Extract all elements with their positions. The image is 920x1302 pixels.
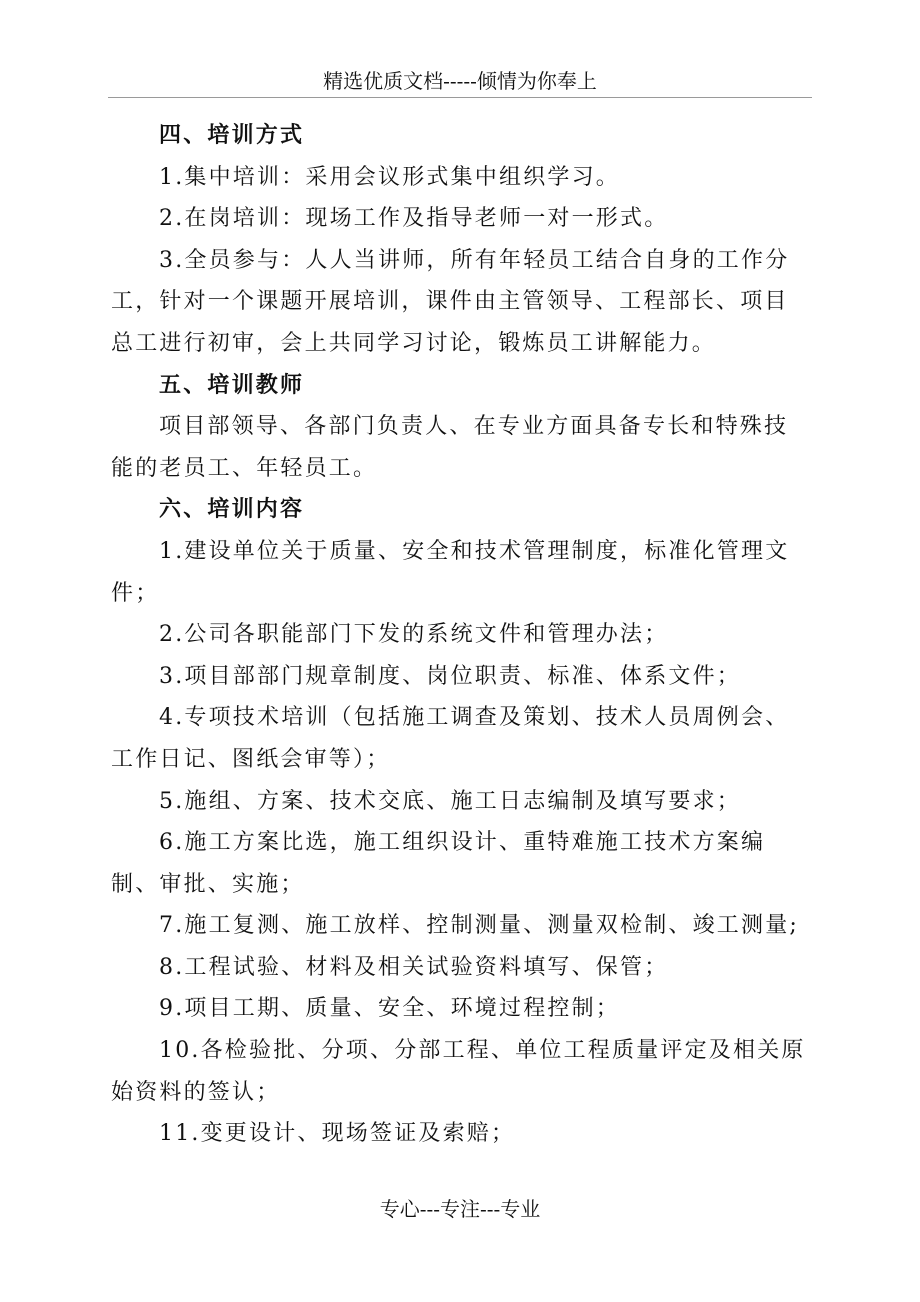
- content-item-2: 2.公司各职能部门下发的系统文件和管理办法；: [159, 622, 669, 648]
- paragraph-centralized-training: 1.集中培训：采用会议形式集中组织学习。: [159, 164, 620, 190]
- paragraph-teachers: 项目部领导、各部门负责人、在专业方面具备专长和特殊技能的老员工、年轻员工。: [111, 414, 789, 481]
- content-item-3: 3.项目部部门规章制度、岗位职责、标准、体系文件；: [159, 663, 741, 689]
- content-item-10: 10.各检验批、分项、分部工程、单位工程质量评定及相关原始资料的签认；: [111, 1038, 806, 1105]
- section-heading-training-teachers: 五、培训教师: [159, 371, 305, 398]
- content-item-5: 5.施组、方案、技术交底、施工日志编制及填写要求；: [159, 788, 741, 814]
- header-divider: [108, 97, 812, 98]
- document-body: [111, 115, 809, 1155]
- content-item-7: 7.施工复测、施工放样、控制测量、测量双检制、竣工测量;: [159, 913, 800, 939]
- paragraph-onsite-training: 2.在岗培训：现场工作及指导老师一对一形式。: [159, 206, 669, 232]
- page-header: 精选优质文档-----倾情为你奉上: [323, 69, 597, 93]
- content-item-8: 8.工程试验、材料及相关试验资料填写、保管；: [159, 954, 669, 980]
- section-heading-training-method: 四、培训方式: [159, 122, 305, 148]
- page-footer: 专心---专注---专业: [379, 1197, 541, 1221]
- content-item-4: 4.专项技术培训（包括施工调查及策划、技术人员周例会、工作日记、图纸会审等）；: [111, 705, 790, 772]
- section-heading-training-content: 六、培训内容: [159, 496, 305, 523]
- content-item-9: 9.项目工期、质量、安全、环境过程控制；: [159, 996, 620, 1022]
- content-item-11: 11.变更设计、现场签证及索赔；: [159, 1121, 516, 1147]
- paragraph-full-participation: 3.全员参与：人人当讲师，所有年轻员工结合自身的工作分工，针对一个课题开展培训，课件由主管领导、工程部长、项目总工进行初审，会上共同学习讨论，锻炼员工讲解能力。: [111, 247, 790, 356]
- content-item-1: 1.建设单位关于质量、安全和技术管理制度，标准化管理文件；: [111, 538, 790, 606]
- content-item-6: 6.施工方案比选，施工组织设计、重特难施工技术方案编制、审批、实施；: [111, 830, 766, 897]
